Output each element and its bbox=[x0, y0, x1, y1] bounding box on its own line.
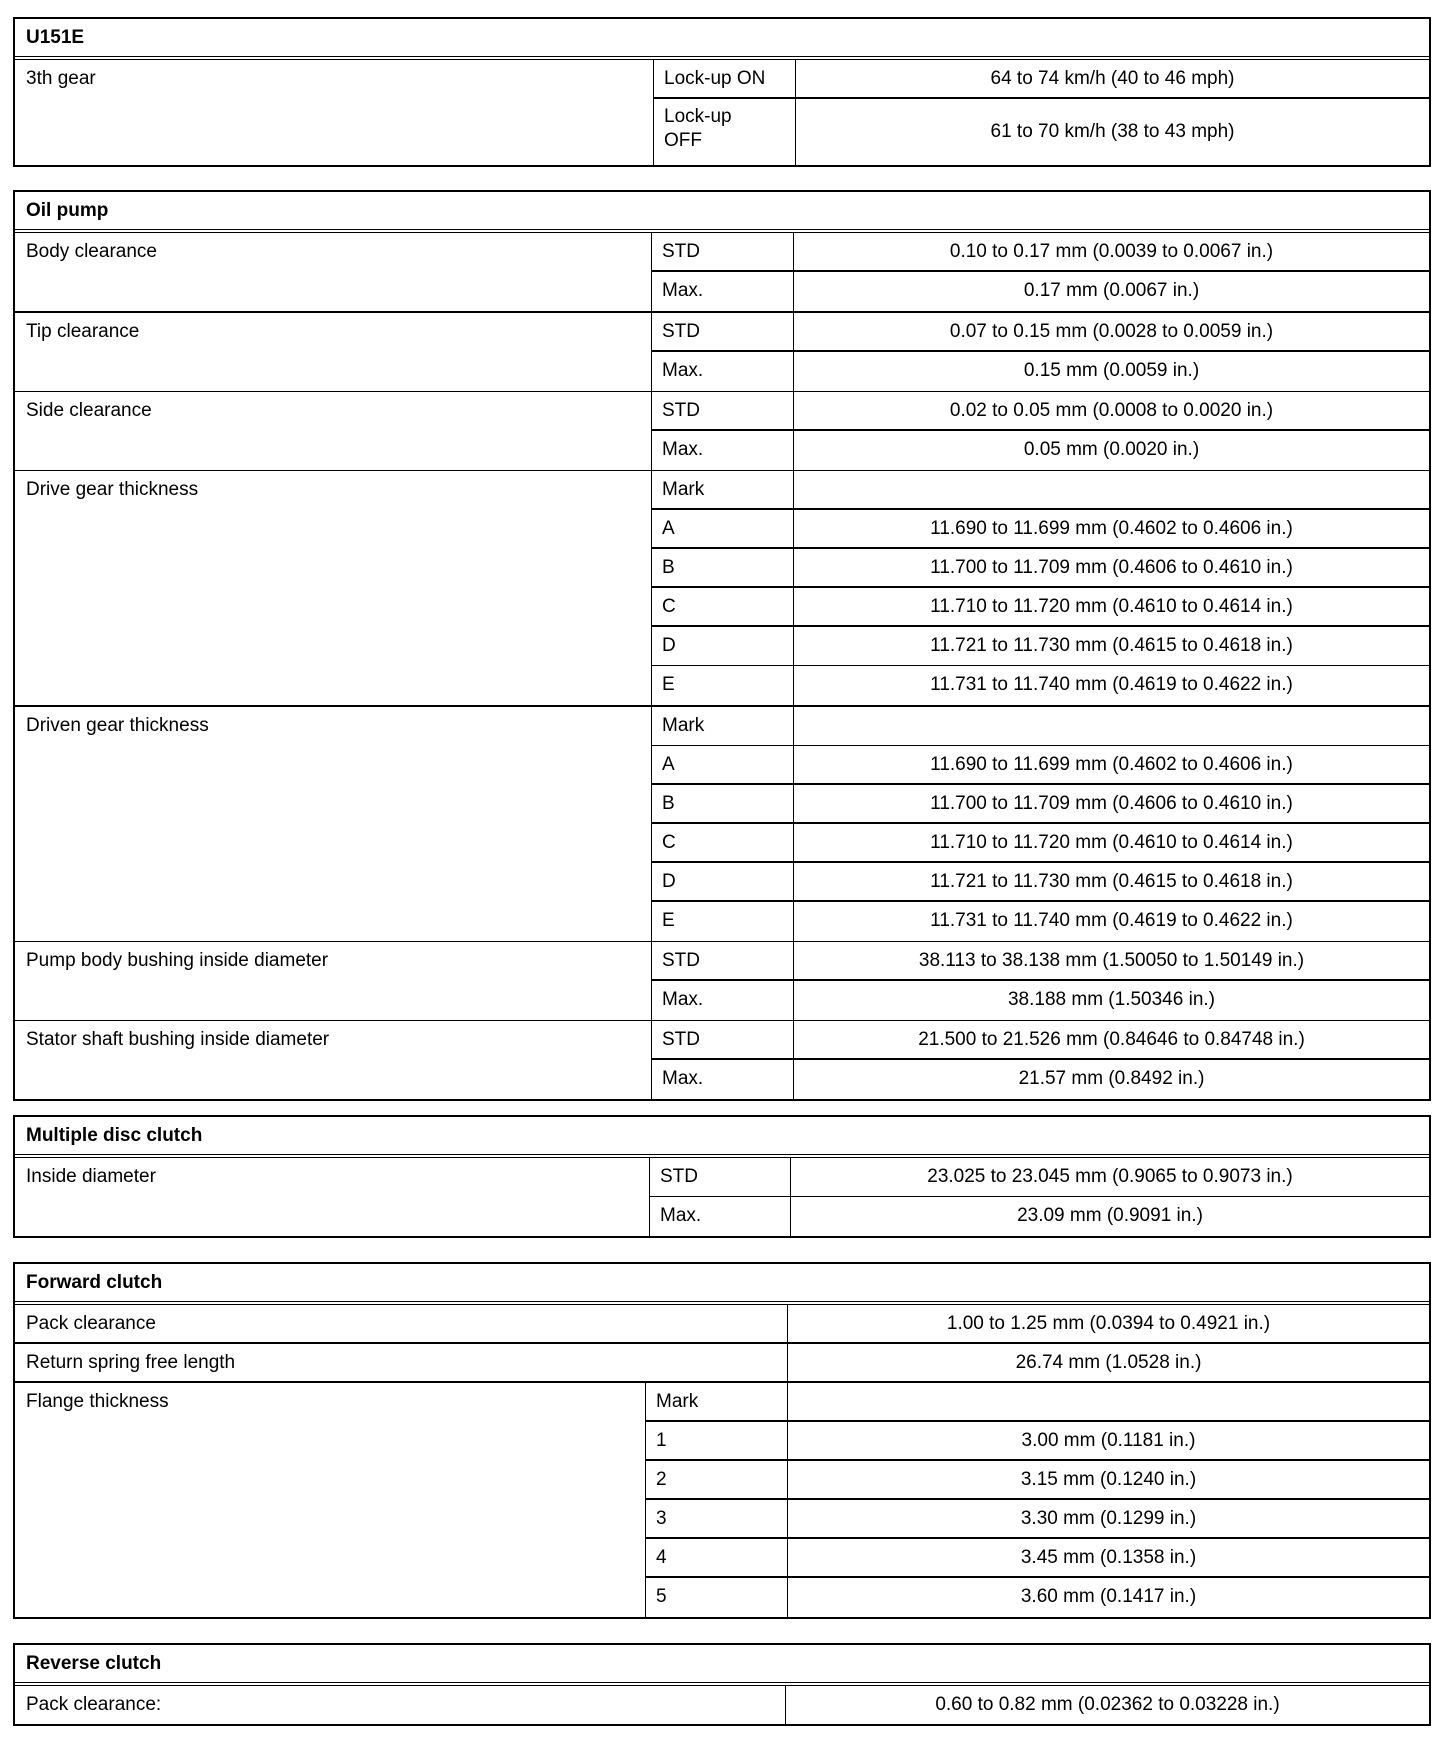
row-key: B bbox=[652, 785, 794, 822]
row-value: 0.17 mm (0.0067 in.) bbox=[1023, 280, 1200, 301]
row-value: 11.721 to 11.730 mm (0.4615 to 0.4618 in.) bbox=[930, 871, 1293, 892]
sub-row bbox=[646, 1461, 1429, 1500]
sub-row bbox=[650, 1197, 1429, 1236]
row-key: 3 bbox=[646, 1500, 788, 1537]
table-row bbox=[15, 313, 1429, 392]
sub-row bbox=[652, 746, 1429, 785]
sub-row bbox=[646, 1383, 1429, 1422]
table-title: Reverse clutch bbox=[15, 1645, 1429, 1686]
row-key: STD bbox=[652, 233, 794, 270]
row-key: 2 bbox=[646, 1461, 788, 1498]
spec-table-forward-clutch bbox=[13, 1262, 1431, 1619]
row-value: 0.10 to 0.17 mm (0.0039 to 0.0067 in.) bbox=[949, 241, 1274, 262]
sub-row bbox=[652, 510, 1429, 549]
row-value: 3.00 mm (0.1181 in.) bbox=[1021, 1430, 1196, 1451]
row-key: Max. bbox=[650, 1197, 791, 1236]
row-value: 11.731 to 11.740 mm (0.4619 to 0.4622 in.) bbox=[930, 910, 1293, 931]
row-key: Lock-up ON bbox=[654, 60, 796, 97]
row-value: 23.025 to 23.045 mm (0.9065 to 0.9073 in.) bbox=[927, 1166, 1293, 1187]
row-value: 1.00 to 1.25 mm (0.0394 to 0.4921 in.) bbox=[946, 1313, 1271, 1334]
table-row bbox=[15, 707, 1429, 942]
row-key: Max. bbox=[652, 272, 794, 311]
sub-row bbox=[652, 666, 1429, 705]
row-value: 11.721 to 11.730 mm (0.4615 to 0.4618 in.) bbox=[930, 635, 1293, 656]
row-key: Mark bbox=[652, 707, 794, 745]
row-value: 26.74 mm (1.0528 in.) bbox=[1015, 1352, 1202, 1373]
table-title: Forward clutch bbox=[15, 1264, 1429, 1305]
row-key: C bbox=[652, 588, 794, 625]
sub-row bbox=[652, 627, 1429, 666]
table-title: Oil pump bbox=[15, 192, 1429, 233]
row-key: Max. bbox=[652, 431, 794, 470]
row-label: Driven gear thickness bbox=[15, 707, 652, 941]
row-key: 1 bbox=[646, 1422, 788, 1459]
row-key: Max. bbox=[652, 352, 794, 391]
sub-row bbox=[654, 99, 1429, 165]
row-value: 64 to 74 km/h (40 to 46 mph) bbox=[990, 68, 1235, 89]
row-value: 11.690 to 11.699 mm (0.4602 to 0.4606 in.) bbox=[930, 754, 1293, 775]
row-value: 11.710 to 11.720 mm (0.4610 to 0.4614 in.) bbox=[930, 596, 1293, 617]
row-value: 11.690 to 11.699 mm (0.4602 to 0.4606 in.) bbox=[930, 518, 1293, 539]
row-key: STD bbox=[652, 1021, 794, 1058]
table-title: Multiple disc clutch bbox=[15, 1117, 1429, 1158]
row-key: STD bbox=[652, 392, 794, 429]
row-label: Pack clearance bbox=[15, 1305, 788, 1342]
sub-row bbox=[654, 60, 1429, 99]
row-label: Side clearance bbox=[15, 392, 652, 470]
row-key: Max. bbox=[652, 981, 794, 1020]
row-value: 0.60 to 0.82 mm (0.02362 to 0.03228 in.) bbox=[935, 1694, 1280, 1715]
row-value: 38.188 mm (1.50346 in.) bbox=[1007, 989, 1215, 1010]
table-row bbox=[15, 392, 1429, 471]
table-row bbox=[15, 1686, 1429, 1724]
row-label: Drive gear thickness bbox=[15, 471, 652, 705]
row-value: 23.09 mm (0.9091 in.) bbox=[1017, 1205, 1203, 1226]
row-value: 3.60 mm (0.1417 in.) bbox=[1020, 1586, 1197, 1607]
row-value: 0.02 to 0.05 mm (0.0008 to 0.0020 in.) bbox=[949, 400, 1274, 421]
row-value: 21.57 mm (0.8492 in.) bbox=[1018, 1068, 1205, 1089]
sub-row bbox=[652, 824, 1429, 863]
sub-row bbox=[652, 942, 1429, 981]
row-value bbox=[794, 471, 1429, 508]
spec-table-u151e bbox=[13, 17, 1431, 167]
table-row bbox=[15, 1344, 1429, 1383]
row-value: 11.710 to 11.720 mm (0.4610 to 0.4614 in.) bbox=[930, 832, 1293, 853]
table-row bbox=[15, 1021, 1429, 1099]
table-row bbox=[15, 1383, 1429, 1617]
row-label: Return spring free length bbox=[15, 1344, 788, 1381]
sub-row bbox=[646, 1500, 1429, 1539]
table-row bbox=[15, 233, 1429, 313]
row-key: 4 bbox=[646, 1539, 788, 1576]
row-key: Lock-up OFF bbox=[654, 99, 796, 165]
row-label: Body clearance bbox=[15, 233, 652, 311]
row-value: 0.05 mm (0.0020 in.) bbox=[1023, 439, 1200, 460]
row-value: 21.500 to 21.526 mm (0.84646 to 0.84748 in.) bbox=[918, 1029, 1305, 1050]
sub-row bbox=[652, 707, 1429, 746]
row-label: 3th gear bbox=[15, 60, 654, 165]
row-key: STD bbox=[650, 1158, 791, 1196]
row-key: D bbox=[652, 863, 794, 900]
row-key: Max. bbox=[652, 1060, 794, 1099]
row-key: B bbox=[652, 549, 794, 586]
spec-table-reverse-clutch bbox=[13, 1643, 1431, 1726]
sub-row bbox=[652, 549, 1429, 588]
sub-row bbox=[652, 233, 1429, 272]
row-value: 3.45 mm (0.1358 in.) bbox=[1020, 1547, 1197, 1568]
row-value: 11.700 to 11.709 mm (0.4606 to 0.4610 in.) bbox=[930, 793, 1293, 814]
row-key: STD bbox=[652, 942, 794, 979]
row-key: Mark bbox=[646, 1383, 788, 1420]
row-label: Stator shaft bushing inside diameter bbox=[15, 1021, 652, 1099]
row-key: Mark bbox=[652, 471, 794, 508]
sub-row bbox=[652, 1060, 1429, 1099]
sub-row bbox=[652, 588, 1429, 627]
row-label: Tip clearance bbox=[15, 313, 652, 391]
row-label: Pump body bushing inside diameter bbox=[15, 942, 652, 1020]
sub-row bbox=[652, 352, 1429, 391]
table-row bbox=[15, 471, 1429, 707]
table-row bbox=[15, 60, 1429, 165]
sub-row bbox=[652, 863, 1429, 902]
sub-row bbox=[652, 471, 1429, 510]
row-label: Inside diameter bbox=[15, 1158, 650, 1236]
row-key: 5 bbox=[646, 1578, 788, 1617]
sub-row bbox=[652, 785, 1429, 824]
sub-row bbox=[652, 981, 1429, 1020]
row-value bbox=[794, 707, 1429, 745]
spec-table-oil-pump bbox=[13, 190, 1431, 1101]
sub-row bbox=[650, 1158, 1429, 1197]
table-row bbox=[15, 942, 1429, 1021]
row-key: A bbox=[652, 510, 794, 547]
row-key: E bbox=[652, 902, 794, 941]
row-key: C bbox=[652, 824, 794, 861]
row-value: 11.700 to 11.709 mm (0.4606 to 0.4610 in.) bbox=[930, 557, 1293, 578]
row-label: Flange thickness bbox=[15, 1383, 646, 1617]
sub-row bbox=[652, 431, 1429, 470]
row-label: Pack clearance: bbox=[15, 1686, 786, 1724]
row-value: 61 to 70 km/h (38 to 43 mph) bbox=[990, 121, 1235, 142]
row-value: 0.07 to 0.15 mm (0.0028 to 0.0059 in.) bbox=[949, 321, 1274, 342]
row-value: 11.731 to 11.740 mm (0.4619 to 0.4622 in.) bbox=[930, 674, 1293, 695]
row-key: D bbox=[652, 627, 794, 665]
row-key: E bbox=[652, 666, 794, 705]
table-row bbox=[15, 1158, 1429, 1236]
row-value: 3.30 mm (0.1299 in.) bbox=[1020, 1508, 1197, 1529]
row-key: STD bbox=[652, 313, 794, 350]
row-value: 3.15 mm (0.1240 in.) bbox=[1020, 1469, 1197, 1490]
table-row bbox=[15, 1305, 1429, 1344]
row-value: 0.15 mm (0.0059 in.) bbox=[1023, 360, 1200, 381]
table-title: U151E bbox=[15, 19, 1429, 60]
row-key: A bbox=[652, 746, 794, 783]
sub-row bbox=[652, 902, 1429, 941]
row-value bbox=[788, 1383, 1429, 1420]
sub-row bbox=[652, 272, 1429, 311]
sub-row bbox=[652, 1021, 1429, 1060]
sub-row bbox=[652, 392, 1429, 431]
sub-row bbox=[646, 1422, 1429, 1461]
sub-row bbox=[646, 1578, 1429, 1617]
spec-table-multiple-disc-clutch bbox=[13, 1115, 1431, 1238]
sub-row bbox=[652, 313, 1429, 352]
row-value: 38.113 to 38.138 mm (1.50050 to 1.50149 in.) bbox=[918, 950, 1305, 971]
sub-row bbox=[646, 1539, 1429, 1578]
